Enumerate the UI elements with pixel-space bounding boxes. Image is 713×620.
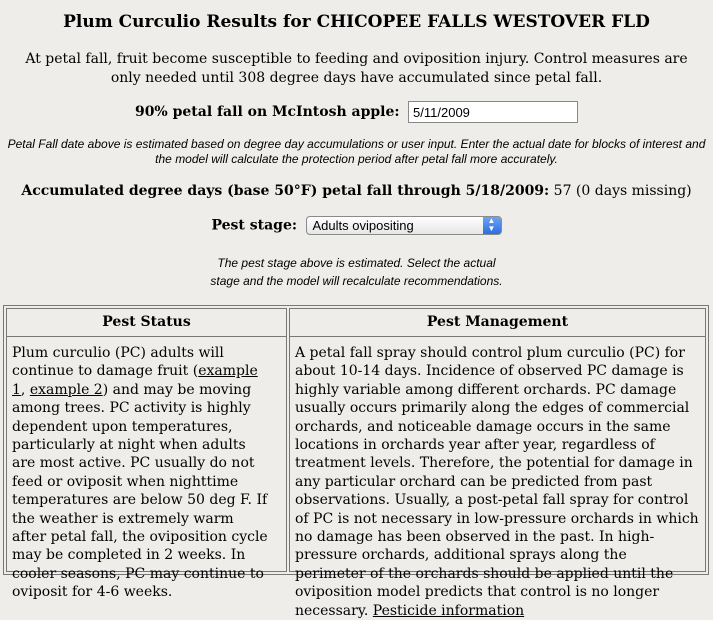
pest-stage-note [0,254,713,290]
example-1-link[interactable]: example 1 [12,363,258,398]
pest-status-header: Pest Status [7,309,286,337]
petal-fall-label: 90% petal fall on McIntosh apple: [134,104,400,120]
example-2-link[interactable]: example 2 [29,381,103,398]
pest-stage-note-line-1: The pest stage above is estimated. Select the actual [217,256,496,270]
select-arrows-icon: ▲ ▼ [483,217,501,234]
pest-status-text-part-1: Plum curculio (PC) adults will continue to damage fruit ( [12,345,224,380]
pest-management-text [290,337,705,620]
pest-stage-select[interactable] [306,216,502,235]
results-table [3,305,709,619]
pest-stage-label: Pest stage: [211,217,298,234]
page-title: Plum Curculio Results for CHICOPEE FALLS WESTOVER FLD [63,12,650,32]
pest-status-text [7,337,286,602]
pest-stage-note-line-2: stage and the model will recalculate recommendations. [210,274,503,288]
pest-stage-selected-value: Adults ovipositing [312,218,414,233]
pest-management-column [289,308,706,619]
pest-status-text-part-2: ) and may be moving among trees. PC activity is highly dependent upon temperatures, particularly at night when adults are most active. PC usually do not feed or oviposit when nighttime temperatures are below 50 deg F. If the weather is extremely warm after petal fall, the oviposition cycle may be completed in 2 weeks. In cooler seasons, PC may continue to oviposit for 4-6 weeks. [12,381,268,601]
pest-stage-row [0,216,713,235]
petal-fall-row [0,101,713,123]
degree-days-label: Accumulated degree days (base 50°F) petal fall through 5/18/2009: [21,183,550,199]
petal-fall-note: Petal Fall date above is estimated based on degree day accumulations or user input. Enter the actual date for blocks of interest and the model will calculate the protection period after petal fall more accurately. [7,137,706,166]
pest-management-text-body: A petal fall spray should control plum curculio (PC) for about 10-14 days. Incidence of observed PC damage is highly variable among different orchards. PC damage usually occurs primarily along the edges of commercial orchards, and noticeable damage occurs in the same locations in orchards year after year, regardless of treatment levels. Therefore, the potential for damage in any particular orchard can be predicted from past observations. Usually, a post-petal fall spray for control of PC is not necessary in low-pressure orchards in which no damage has been observed in the past. In high-pressure orchards, additional sprays along the perimeter of the orchards should be applied until the oviposition model predicts that control is no longer necessary. [295,345,699,619]
pest-status-column [6,308,287,601]
degree-days-value: 57 (0 days missing) [553,183,692,199]
degree-days-row [0,183,713,199]
petal-fall-date-input[interactable] [408,101,578,123]
pest-management-header: Pest Management [290,309,705,337]
pesticide-information-link[interactable]: Pesticide information [372,602,525,619]
intro-text: At petal fall, fruit become susceptible to feeding and oviposition injury. Control measures are only needed until 308 degree days have accumulated since petal fall. [25,51,688,86]
pest-status-separator: , [20,381,30,398]
